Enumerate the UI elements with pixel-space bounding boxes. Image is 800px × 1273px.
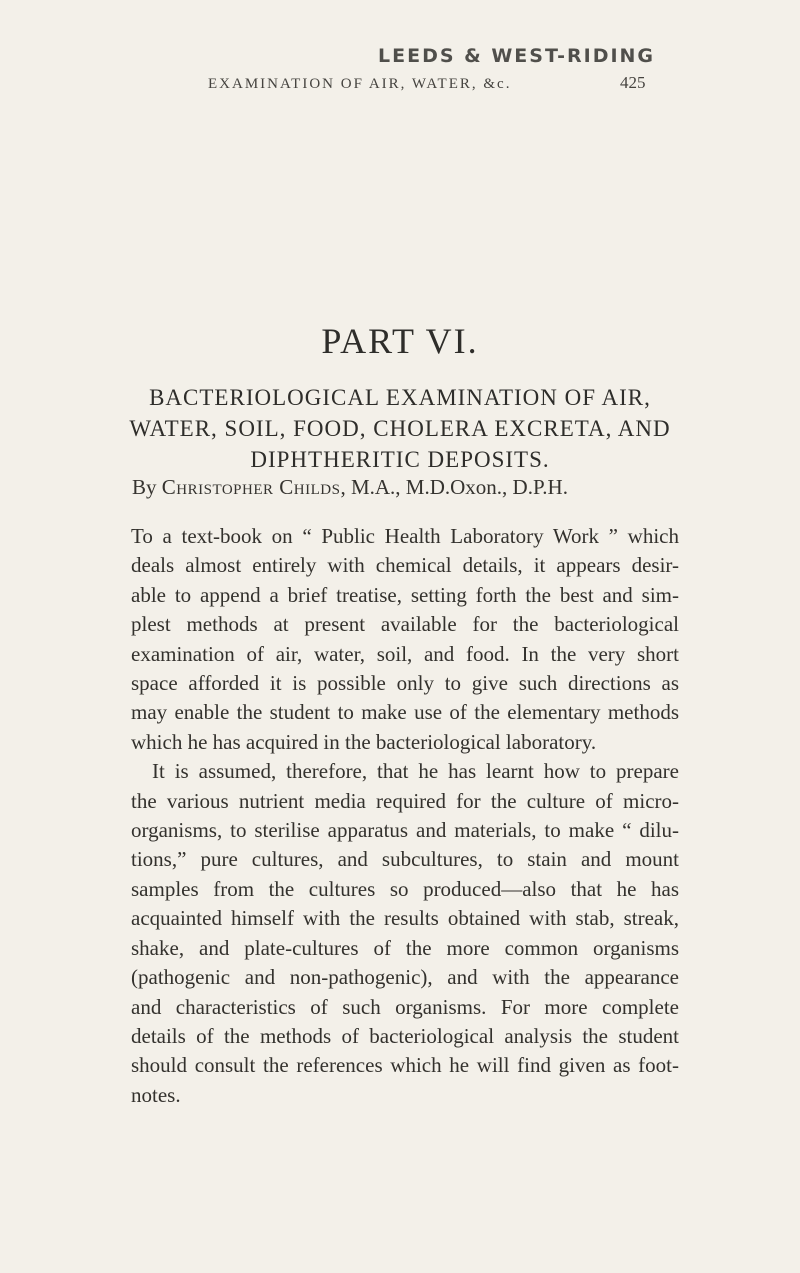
chapter-subtitle (0, 382, 800, 475)
text-line: may enable the student to make use of the elementary methods (131, 700, 679, 725)
subtitle-line: WATER, SOIL, FOOD, CHOLERA EXCRETA, AND (129, 416, 671, 441)
text-line: should consult the references which he will find given as foot- (131, 1053, 679, 1078)
running-head: EXAMINATION OF AIR, WATER, &c. (208, 76, 512, 92)
author-name: Christopher Childs (161, 475, 341, 499)
part-title: PART VI. (321, 321, 479, 361)
body-text (131, 522, 679, 1110)
author-byline (132, 475, 568, 500)
text-line: deals almost entirely with chemical details, it appears desir- (131, 553, 679, 578)
text-line: acquainted himself with the results obtained with stab, streak, (131, 906, 679, 931)
text-line: samples from the cultures so produced—also that he has (131, 876, 679, 901)
text-line: (pathogenic and non-pathogenic), and with the appearance (131, 965, 679, 990)
page-number: 425 (620, 73, 646, 92)
subtitle-line: DIPHTHERITIC DEPOSITS. (250, 447, 550, 472)
text-line: organisms, to sterilise apparatus and materials, to make “ dilu- (131, 818, 679, 843)
text-line: the various nutrient media required for the culture of micro- (131, 788, 679, 813)
text-line: examination of air, water, soil, and food. In the very short (131, 641, 679, 666)
text-line: plest methods at present available for the bacteriological (131, 612, 679, 637)
author-credentials: , M.A., M.D.Oxon., D.P.H. (340, 475, 568, 499)
library-stamp: LEEDS & WEST-RIDING (378, 45, 656, 67)
text-line: details of the methods of bacteriological analysis the student (131, 1023, 679, 1048)
subtitle-line: BACTERIOLOGICAL EXAMINATION OF AIR, (149, 385, 651, 410)
text-line: able to append a brief treatise, setting forth the best and sim- (131, 582, 679, 607)
text-line: which he has acquired in the bacteriological laboratory. (131, 729, 597, 754)
text-line: tions,” pure cultures, and subcultures, to stain and mount (131, 847, 679, 872)
text-line: and characteristics of such organisms. For more complete (131, 994, 679, 1019)
text-line: notes. (131, 1082, 181, 1107)
text-line: It is assumed, therefore, that he has learnt how to prepare (152, 759, 679, 784)
text-line: shake, and plate-cultures of the more common organisms (131, 935, 679, 960)
text-line: space afforded it is possible only to give such directions as (131, 671, 679, 696)
text-line: To a text-book on “ Public Health Laboratory Work ” which (131, 524, 679, 548)
byline-prefix: By (132, 475, 157, 499)
